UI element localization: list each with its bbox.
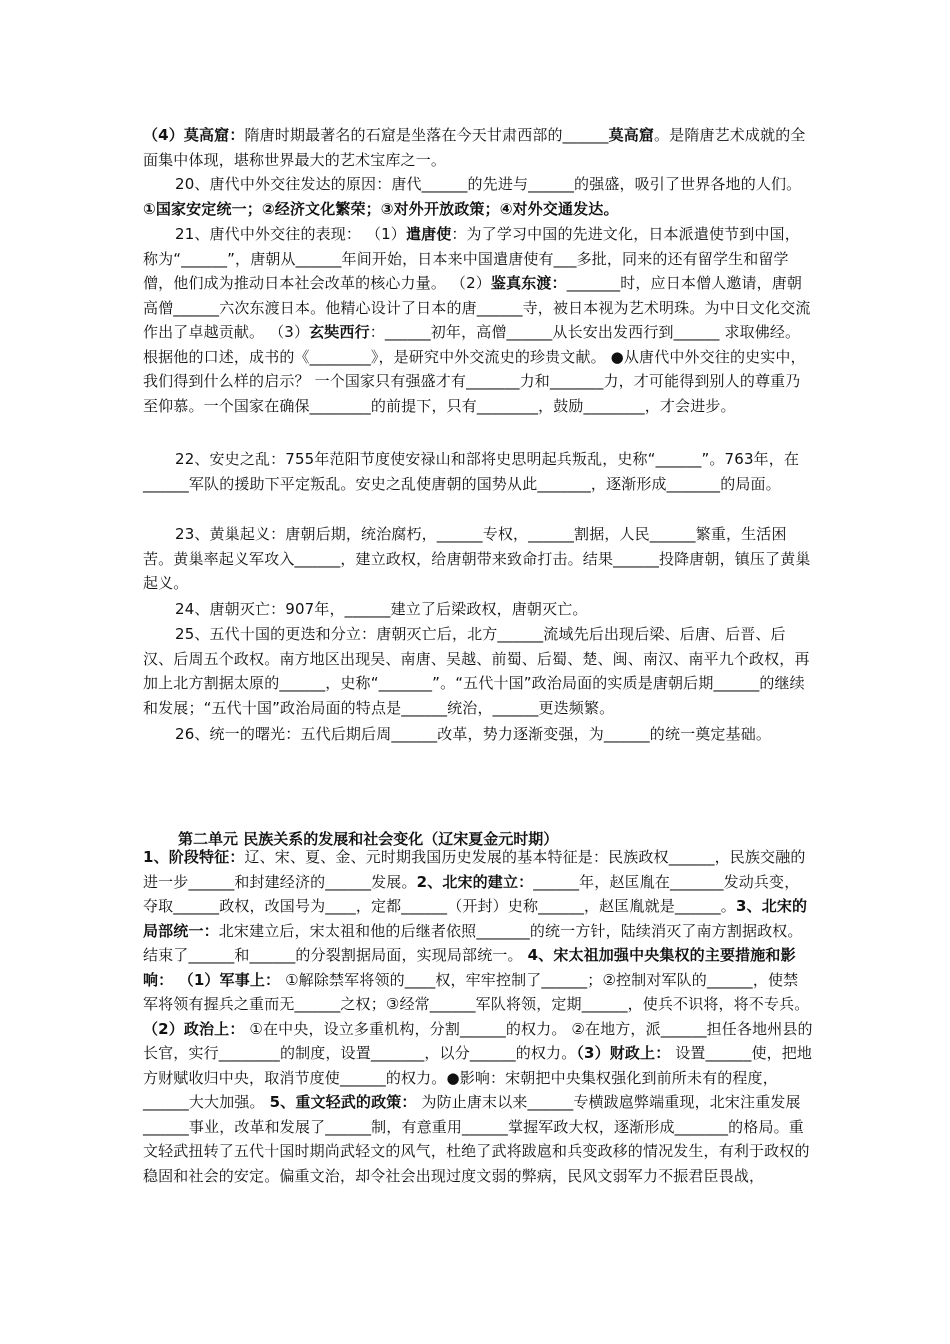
text-run: 20、唐代中外交往发达的原因：唐代______的先进与______的强盛，吸引了世界各地的人们。 <box>175 175 802 193</box>
text-run: ①解除禁军将领的____权，牢牢控制了______；②控制对军队的______，使禁军将领有握兵之重而无______之权；③经常______军队将领，定期______，使兵不识将，将不专兵。 <box>143 970 810 1013</box>
paragraph-mogao-caves <box>143 123 813 172</box>
paragraph-unit-2-body <box>143 845 813 1188</box>
text-run: 遣唐使 <box>405 225 452 243</box>
text-run: ______年，赵匡胤在_______发动兵变，夺取______政权，改国号为____，定都______（开封）史称______，赵匡胤就是______。 <box>143 872 800 915</box>
text-run: ①在中央，设立多重机构，分割______的权力。 ②在地方，派______担任各地州县的长官，实行________的制度，设置_______，以分______的权力。 <box>143 1019 813 1062</box>
text-run: 5、重文轻武的政策： <box>269 1093 417 1111</box>
paragraph-item-26 <box>143 722 813 747</box>
paragraph-item-23 <box>143 522 813 596</box>
paragraph-item-25 <box>143 622 813 720</box>
text-run: （2）政治上： <box>143 1019 245 1038</box>
paragraph-item-22 <box>143 447 813 496</box>
text-run: 北宋建立后，宋太祖和他的后继者依照_______的统一方针，陆续消灭了南方割据政权。结束了______和______的分裂割据局面，实现局部统一。 <box>143 921 803 964</box>
text-run: 设置______使，把地方财赋收归中央，取消节度使______的权力。●影响：宋朝把中央集权强化到前所未有的程度，______大大加强。 <box>143 1044 813 1111</box>
text-run: 24、唐朝灭亡：907年，______建立了后梁政权，唐朝灭亡。 <box>175 600 588 618</box>
text-run: ①国家安定统一；②经济文化繁荣；③对外开放政策；④对外交通发达。 <box>143 199 619 218</box>
text-run: 23、黄巢起义：唐朝后期，统治腐朽，______专权，______割据，人民______繁重，生活困苦。黄巢率起义军攻入______，建立政权，给唐朝带来致命打击。结果______投降唐朝，镇压了黄巢起义。 <box>143 525 811 592</box>
text-run: 鉴真东渡： <box>490 274 567 292</box>
paragraph-item-20 <box>143 172 813 221</box>
text-run: 隋唐时期最著名的石窟是坐落在今天甘肃西部的______ <box>244 126 609 144</box>
text-run: ：为了学习中国的先进文化，日本派遣使节到中国，称为“______”，唐朝从______年间开始，日本来中国遣唐使有___多批，同来的还有留学生和留学僧，他们成为推动日本社会改革的核心力量。 （2） <box>143 225 800 292</box>
text-run: 为防止唐末以来______专横跋扈弊端重现，北宋注重发展______事业，改革和发展了______制，有意重用______掌握军政大权，逐渐形成_______的格局。重文轻武扭转了五代十国时期尚武轻文的风气，杜绝了武将跋扈和兵变政移的情况发生，有利于政权的稳固和社会的安定。偏重文治，却令社会出现过度文弱的弊病，民风文弱军力不振君臣畏战， <box>143 1093 810 1185</box>
text-run: 22、安史之乱：755年范阳节度使安禄山和部将史思明起兵叛乱，史称“______”。763年，在______军队的援助下平定叛乱。安史之乱使唐朝的国势从此_______，逐渐形成_______的局面。 <box>143 450 800 493</box>
text-run: （4）莫高窟： <box>143 126 245 144</box>
paragraph-item-21 <box>143 222 813 418</box>
text-run: 莫高窟 <box>608 126 655 144</box>
text-run: 玄奘西行 <box>309 323 370 341</box>
paragraph-item-24 <box>143 597 813 622</box>
text-run: 4、宋太祖加强中央集权的主要措施和影响： （1）军事上： <box>143 946 796 989</box>
text-run: 21、唐代中外交往的表现： （1） <box>175 225 406 243</box>
text-run: 。是隋唐艺术成就的全面集中体现，堪称世界最大的艺术宝库之一。 <box>143 126 806 169</box>
text-run: 辽、宋、夏、金、元时期我国历史发展的基本特征是：民族政权______，民族交融的进一步______和封建经济的______发展。 <box>143 848 806 891</box>
section-title-unit-2: 第二单元 民族关系的发展和社会变化（辽宋夏金元时期） <box>178 830 559 848</box>
text-run: 25、五代十国的更迭和分立：唐朝灭亡后，北方______流域先后出现后梁、后唐、后晋、后汉、后周五个政权。南方地区出现吴、南唐、吴越、前蜀、后蜀、楚、闽、南汉、南平九个政权，再加上北方割据太原的______，史称“_______”。“五代十国”政治局面的实质是唐朝后期______的继续和发展；“五代十国”政治局面的特点是______统治，______更迭频繁。 <box>143 625 810 717</box>
text-run: _______时，应日本僧人邀请，唐朝高僧______六次东渡日本。他精心设计了日本的唐______寺，被日本视为艺术明珠。为中日文化交流作出了卓越贡献。 （3） <box>143 274 811 341</box>
text-run: 3、北宋的局部统一： <box>143 897 808 940</box>
text-run: 2、北宋的建立： <box>416 872 534 891</box>
text-run: 1、阶段特征： <box>143 848 245 866</box>
text-run: 26、统一的曙光：五代后期后周______改革，势力逐渐变强，为______的统一奠定基础。 <box>175 725 771 743</box>
text-run: （3）财政上： <box>576 1044 671 1062</box>
text-run: ：______初年，高僧______从长安出发西行到______ 求取佛经。根据他的口述，成书的《________》，是研究中外交流史的珍贵文献。 ●从唐代中外交往的史实中，我们得到什么样的启示？ 一个国家只有强盛才有_______力和_______力，才可能得到别人的尊重乃至仰慕。一个国家在确保________的前提下，只有________，鼓励________，才会进步。 <box>143 323 806 415</box>
